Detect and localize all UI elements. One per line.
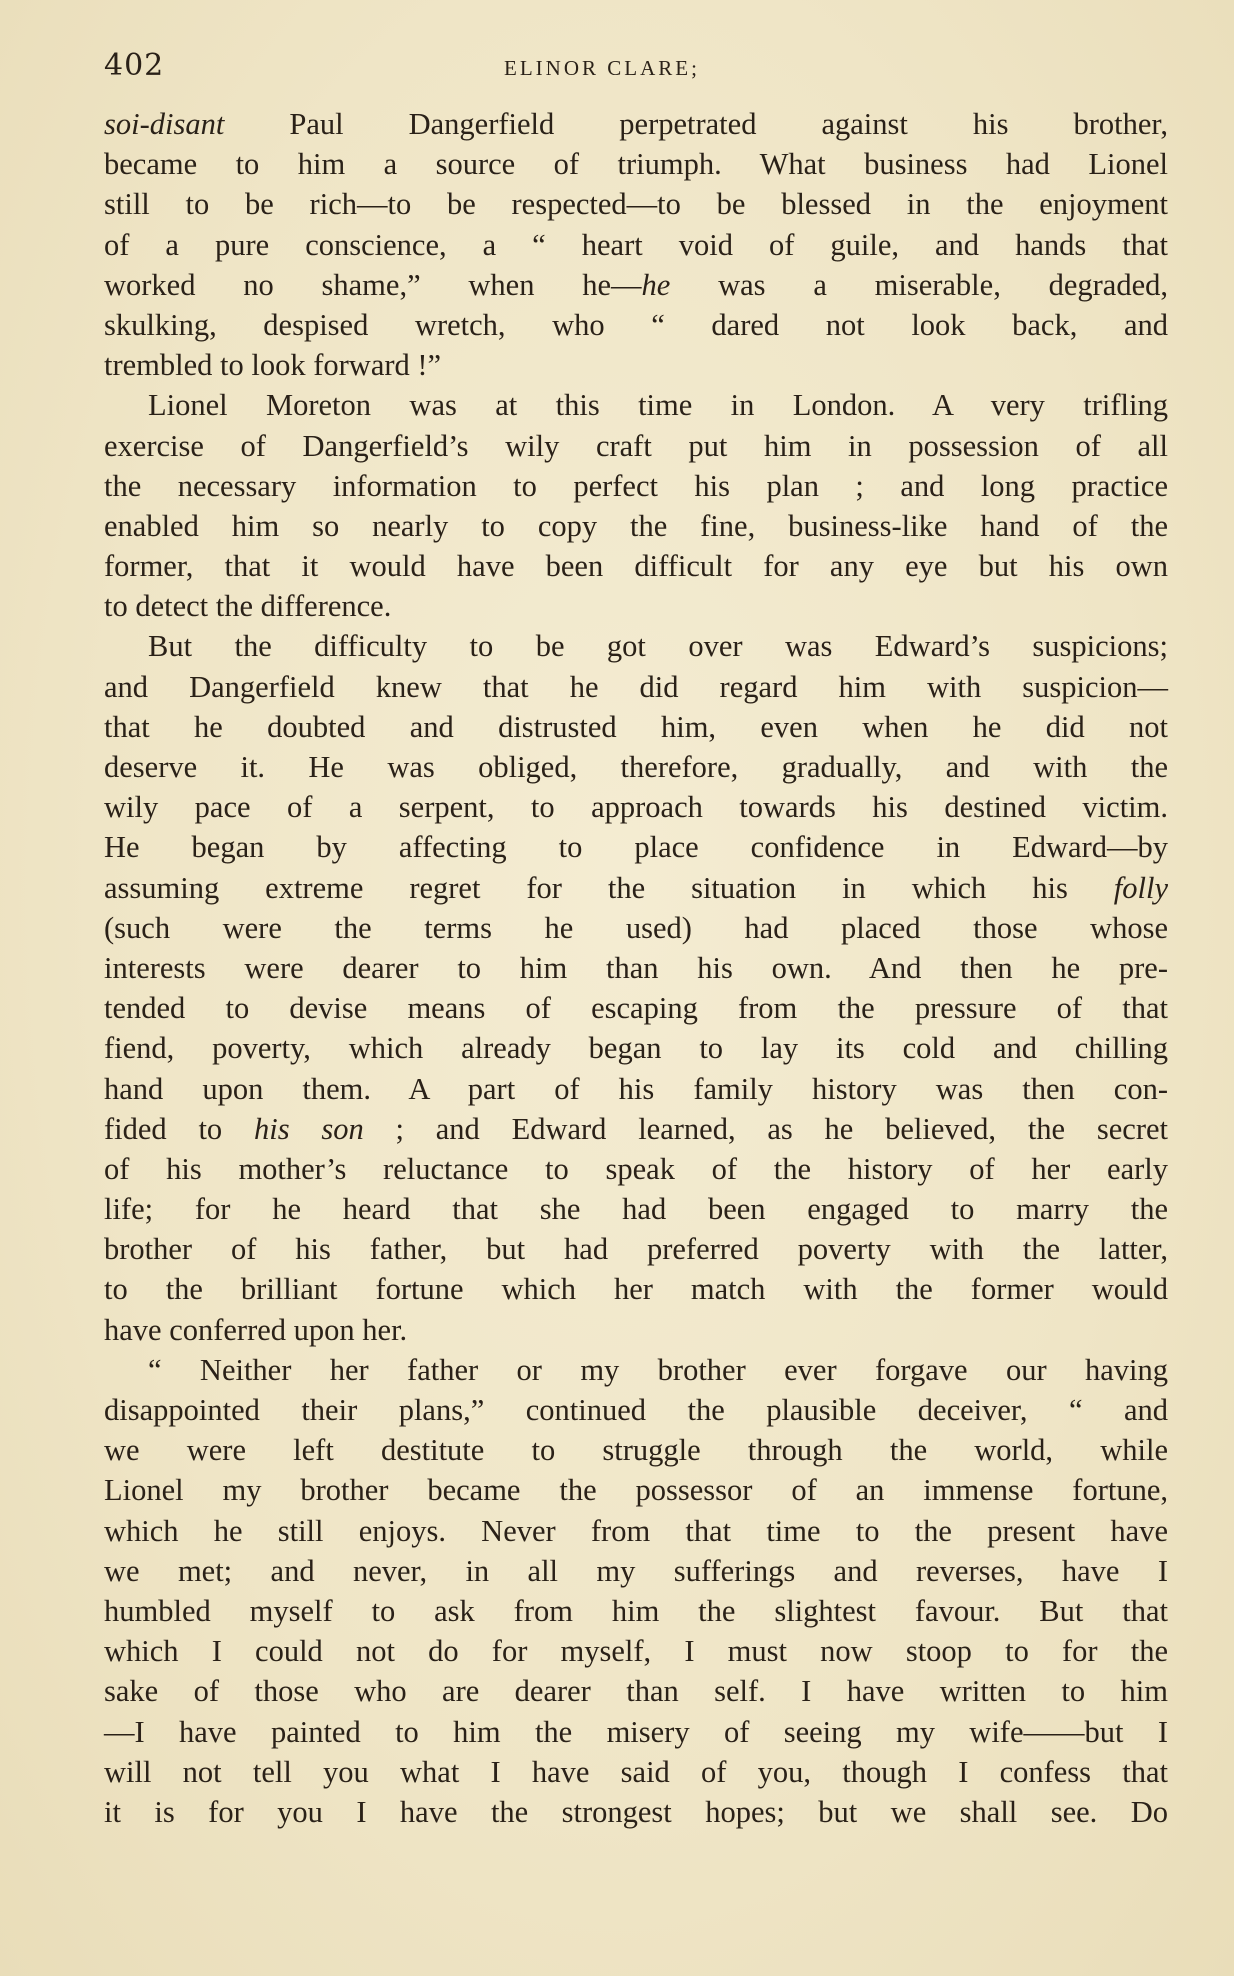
text-line: worked no shame,” when he—he was a miserable, degraded, — [104, 267, 1168, 302]
page-header — [104, 48, 1164, 88]
text-line: trembled to look forward !” — [104, 348, 442, 383]
text-line: which I could not do for myself, I must now stoop to for the — [104, 1634, 1168, 1669]
running-title: ELINOR CLARE; — [504, 56, 700, 80]
text-line: became to him a source of triumph. What business had Lionel — [104, 147, 1168, 182]
text-line: sake of those who are dearer than self. I have written to him — [104, 1674, 1168, 1709]
text-line: of a pure conscience, a “ heart void of guile, and hands that — [104, 227, 1168, 262]
text-line: deserve it. He was obliged, therefore, gradually, and with the — [104, 750, 1168, 784]
text-line: life; for he heard that she had been engaged to marry the — [104, 1192, 1168, 1227]
text-line: brother of his father, but had preferred poverty with the latter, — [104, 1232, 1168, 1267]
text-line: we were left destitute to struggle through the world, while — [104, 1433, 1168, 1468]
text-line: that he doubted and distrusted him, even when he did not — [104, 709, 1168, 744]
text-line: interests were dearer to him than his own. And then he pre- — [104, 950, 1168, 985]
text-line: “ Neither her father or my brother ever forgave our having — [148, 1352, 1168, 1387]
text-line: Lionel Moreton was at this time in London. A very trifling — [148, 388, 1168, 423]
text-line: assuming extreme regret for the situation in which his folly — [104, 870, 1168, 905]
text-line: —I have painted to him the misery of seeing my wife——but I — [104, 1714, 1168, 1749]
text-line: have conferred upon her. — [104, 1312, 408, 1347]
text-line: the necessary information to perfect his plan ; and long practice — [104, 468, 1168, 503]
text-line: still to be rich—to be respected—to be blessed in the enjoyment — [104, 187, 1168, 222]
text-line: tended to devise means of escaping from the pressure of that — [104, 991, 1168, 1026]
text-line: and Dangerfield knew that he did regard him with suspicion— — [104, 669, 1168, 704]
text-line: soi-disant Paul Dangerfield perpetrated against his brother, — [104, 107, 1168, 141]
text-line: (such were the terms he used) had placed those whose — [104, 910, 1168, 945]
text-line: will not tell you what I have said of you, though I confess that — [104, 1754, 1168, 1789]
text-line: hand upon them. A part of his family history was then con- — [104, 1071, 1168, 1106]
text-line: skulking, despised wretch, who “ dared not look back, and — [104, 307, 1168, 342]
text-line: enabled him so nearly to copy the fine, business-like hand of the — [104, 508, 1168, 543]
text-line: wily pace of a serpent, to approach towards his destined victim. — [104, 790, 1168, 825]
text-line: fided to his son ; and Edward learned, as he believed, the secret — [104, 1111, 1168, 1146]
text-line: But the difficulty to be got over was Edward’s suspicions; — [148, 629, 1168, 664]
text-line: which he still enjoys. Never from that time to the present have — [104, 1513, 1168, 1548]
text-line: of his mother’s reluctance to speak of the history of her early — [104, 1151, 1168, 1186]
text-line: former, that it would have been difficult for any eye but his own — [104, 549, 1168, 584]
text-line: to the brilliant fortune which her match with the former would — [104, 1272, 1168, 1307]
text-line: to detect the difference. — [104, 589, 392, 624]
text-line: He began by affecting to place confidence in Edward—by — [104, 830, 1168, 865]
text-line: exercise of Dangerfield’s wily craft put him in possession of all — [104, 428, 1168, 463]
body-text — [104, 104, 1168, 1832]
text-line: it is for you I have the strongest hopes; but we shall see. Do — [104, 1794, 1168, 1829]
text-line: we met; and never, in all my sufferings and reverses, have I — [104, 1553, 1168, 1588]
text-line: Lionel my brother became the possessor of an immense fortune, — [104, 1473, 1168, 1508]
text-line: fiend, poverty, which already began to lay its cold and chilling — [104, 1031, 1168, 1066]
page-number: 402 — [104, 48, 165, 83]
text-line: humbled myself to ask from him the slightest favour. But that — [104, 1593, 1168, 1628]
text-line: disappointed their plans,” continued the plausible deceiver, “ and — [104, 1393, 1168, 1427]
